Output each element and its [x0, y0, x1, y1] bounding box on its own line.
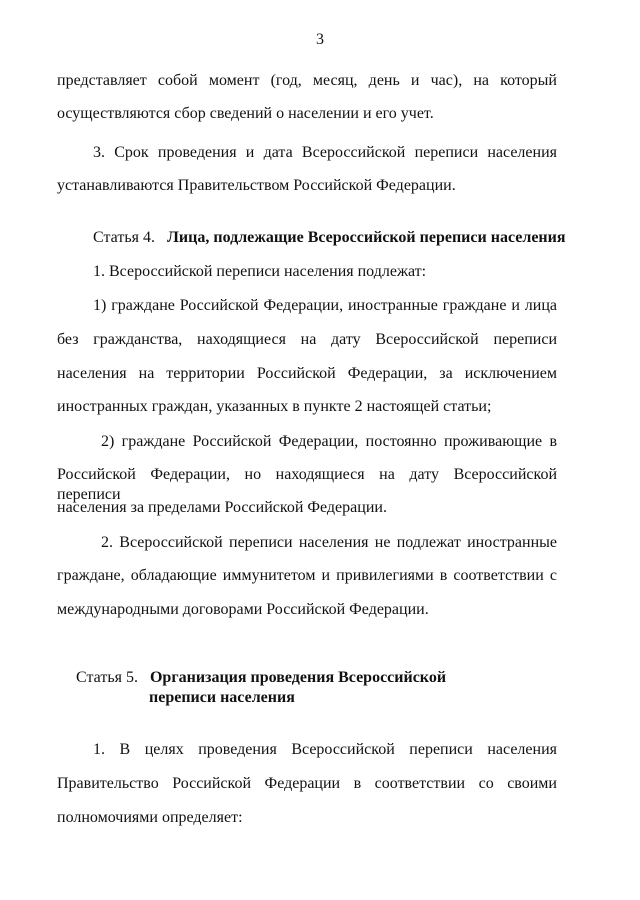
paragraph-line: граждане, обладающие иммунитетом и привилегиями в соответствии с: [57, 567, 557, 584]
article-heading: [93, 228, 566, 248]
paragraph-line: 2) граждане Российской Федерации, постоянно проживающие в: [101, 433, 557, 450]
paragraph-line: населения на территории Российской Федерации, за исключением: [57, 365, 557, 382]
paragraph-line: Российской Федерации, но находящиеся на дату Всероссийской переписи: [57, 466, 557, 503]
paragraph-line: без гражданства, находящиеся на дату Всероссийской переписи: [57, 331, 557, 348]
paragraph-line: 2. Всероссийской переписи населения не подлежат иностранные: [101, 534, 557, 551]
paragraph-line: иностранных граждан, указанных в пункте 2 настоящей статьи;: [57, 398, 492, 415]
paragraph-line: устанавливаются Правительством Российской Федерации.: [57, 177, 456, 194]
article-title: Лица, подлежащие Всероссийской переписи населения: [166, 229, 566, 246]
article-title-continuation: переписи населения: [149, 689, 295, 706]
article-number: Статья 5.: [76, 669, 138, 686]
paragraph-line: 3. Срок проведения и дата Всероссийской переписи населения: [93, 144, 557, 161]
paragraph-line: Правительство Российской Федерации в соответствии со своими: [57, 775, 557, 792]
article-heading: [76, 668, 446, 688]
paragraph-line: осуществляются сбор сведений о населении и его учет.: [57, 105, 434, 122]
paragraph-line: 1. В целях проведения Всероссийской переписи населения: [93, 741, 557, 758]
paragraph-line: полномочиями определяет:: [57, 809, 243, 826]
page-number: 3: [316, 31, 324, 48]
paragraph-line: международными договорами Российской Федерации.: [57, 601, 429, 618]
paragraph-line: населения за пределами Российской Федерации.: [57, 499, 387, 516]
article-title: Организация проведения Всероссийской: [149, 669, 447, 686]
paragraph-line: 1. Всероссийской переписи населения подлежат:: [93, 263, 427, 280]
paragraph-line: представляет собой момент (год, месяц, день и час), на который: [57, 72, 557, 89]
article-number: Статья 4.: [93, 229, 155, 246]
paragraph-line: 1) граждане Российской Федерации, иностранные граждане и лица: [93, 297, 557, 314]
